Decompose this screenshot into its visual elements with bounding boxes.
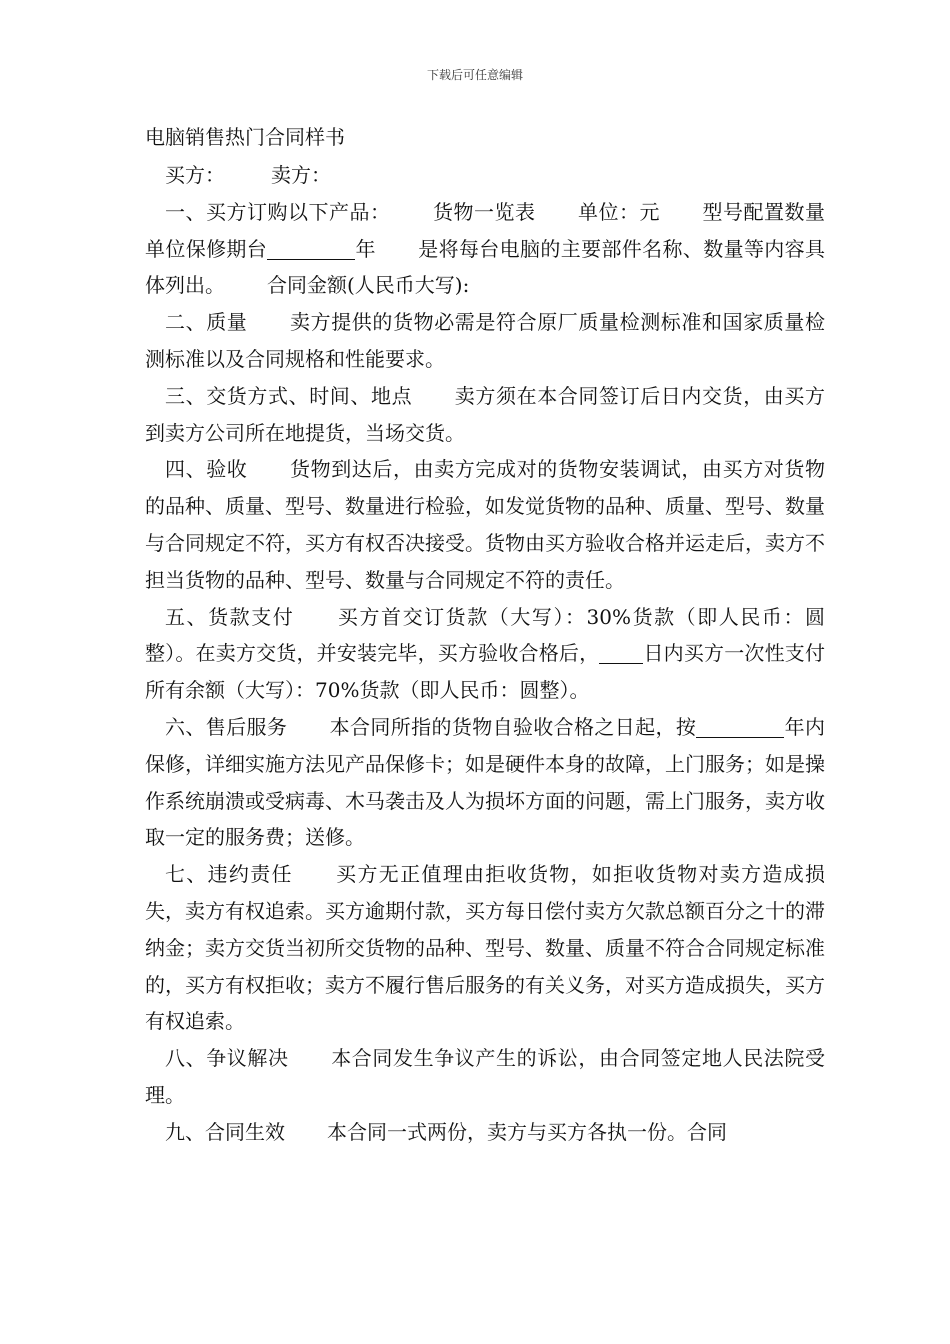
clause-1-amount: 合同金额(人民币大写): (267, 273, 470, 298)
clause-6-head: 六、售后服务 (165, 714, 288, 739)
clause-4-body: 货物到达后，由卖方完成对的货物安装调试，由买方对货物的品种、质量、型号、数量进行检验，如发觉货物的品种、质量、型号、数量与合同规定不符，买方有权否决接受。货物由买方验收合格并运走后，卖方不担当货物的品种、型号、数量与合同规定不符的责任。 (145, 457, 826, 592)
clause-4 (145, 451, 825, 598)
clause-7 (145, 856, 825, 1040)
clause-7-body: 买方无正值理由拒收货物，如拒收货物对卖方造成损失，卖方有权追索。买方逾期付款，买方每日偿付卖方欠款总额百分之十的滞纳金；卖方交货当初所交货物的品种、型号、数量、质量不符合合同规定标准的，买方有权拒收；卖方不履行售后服务的有关义务，对买方造成损失，买方有权追索。 (145, 862, 826, 1034)
clause-1-note: 是将每台电脑的主要部件名称、数量等内容具体列出。 (145, 236, 826, 298)
clause-1-unit: 单位：元 (577, 199, 660, 224)
clause-1-goods-list: 货物一览表 (432, 199, 536, 224)
payment-days-blank (599, 641, 643, 664)
document-title: 电脑销售热门合同样书 (145, 125, 345, 149)
clause-5-text-1: 买方首交订货款（大写）：30%货款（即人民币：圆整）。在卖方交货，并安装完毕，买方验收合格后， (145, 604, 826, 666)
contract-body (145, 157, 825, 1151)
header-note: 下载后可任意编辑 (426, 68, 523, 82)
clause-9 (145, 1114, 825, 1151)
clause-2-body: 卖方提供的货物必需是符合原厂质量检测标准和国家质量检测标准以及合同规格和性能要求。 (145, 310, 826, 371)
clause-9-head: 九、合同生效 (165, 1119, 285, 1144)
service-years-blank (696, 715, 754, 738)
clause-5-head: 五、货款支付 (165, 604, 295, 629)
clause-1-head: 一、买方订购以下产品： (165, 199, 391, 224)
clause-6 (145, 709, 825, 856)
clause-8-body: 本合同发生争议产生的诉讼，由合同签定地人民法院受理。 (145, 1046, 826, 1107)
clause-1-year: 年 (355, 236, 376, 261)
clause-2-head: 二、质量 (165, 310, 248, 335)
buyer-label: 买方： (165, 163, 225, 187)
clause-8-head: 八、争议解决 (165, 1046, 289, 1071)
clause-5 (145, 599, 825, 709)
parties-line (145, 157, 825, 194)
clause-3 (145, 378, 825, 452)
service-years-blank-cont (754, 715, 784, 738)
clause-1 (145, 194, 825, 304)
clause-6-text-2: 年内保修，详细实施方法见产品保修卡；如是硬件本身的故障，上门服务；如是操作系统崩溃或受病毒、木马袭击及人为损坏方面的问题，需上门服务，卖方收取一定的服务费；送修。 (145, 714, 826, 850)
clause-1-columns: 型号配置数量单位保修期台 (145, 199, 825, 261)
warranty-years-blank (267, 237, 355, 260)
clause-3-head: 三、交货方式、时间、地点 (165, 383, 413, 408)
clause-9-body: 本合同一式两份，卖方与买方各执一份。合同 (327, 1119, 727, 1144)
clause-6-text-1: 本合同所指的货物自验收合格之日起，按 (329, 714, 697, 739)
clause-7-head: 七、违约责任 (165, 862, 293, 887)
clause-5-text-2: 日内买方一次性支付所有余额（大写）：70%货款（即人民币：圆整）。 (145, 641, 825, 703)
seller-label: 卖方： (271, 163, 331, 187)
clause-4-head: 四、验收 (165, 457, 248, 482)
clause-2 (145, 304, 825, 378)
clause-8 (145, 1040, 825, 1114)
clause-3-body: 卖方须在本合同签订后日内交货，由买方到卖方公司所在地提货，当场交货。 (145, 383, 826, 445)
